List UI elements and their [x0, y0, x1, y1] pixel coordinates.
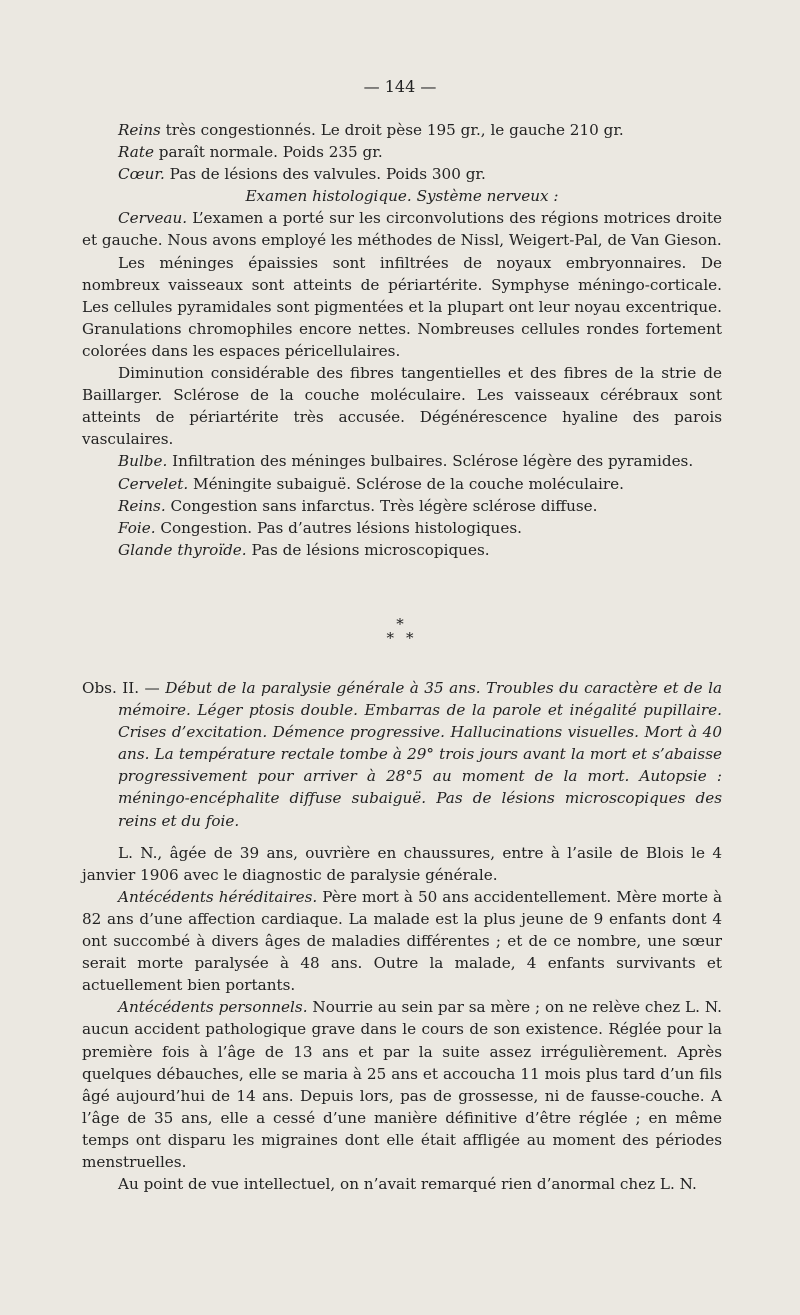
asterisk-top: *: [396, 615, 404, 633]
organ-label: Bulbe.: [118, 452, 168, 471]
personal-paragraph: [82, 996, 722, 1173]
observation-summary-text: Début de la paralysie générale à 35 ans. Troubles du caractère et de la mémoire. Léger ptosis double. Embarras de la parole et inégalité pupillaire. Crises d’excitation. Démence progressive. Hallucinations visuelles. Mort à 40 ans. La température rectale tombe à 29° trois jours avant la mort et s’abaisse progressivement pour arriver à 28°5 au moment de la mort. Autopsie : méningo-encéphalite diffuse subaiguë. Pas de lésions microscopiques des reins et du foie.: [118, 679, 722, 830]
observation-block: [82, 677, 722, 1195]
page-number: — 144 —: [363, 77, 437, 96]
finding-label: Cœur.: [118, 165, 165, 184]
finding-text: très congestionnés. Le droit pèse 195 gr., le gauche 210 gr.: [160, 121, 624, 139]
asterisk-right: *: [406, 629, 414, 647]
organ-label: Foie.: [118, 518, 156, 537]
hereditary-text: Père mort à 50 ans accidentellement. Mère morte à 82 ans d’une affection cardiaque. La malade est la plus jeune de 9 enfants dont 4 ont succombé à divers âges de maladies différentes ; et de ce nombre, une sœur serait morte paralysée à 48 ans. Outre la malade, 4 enfants survivants et actuellement bien portants.: [82, 887, 722, 995]
observation-number: Obs. II. —: [82, 679, 166, 697]
finding-label: Reins: [118, 121, 161, 139]
section-separator-asterism: [0, 617, 800, 645]
organ-label: Reins.: [118, 496, 166, 515]
observation-summary: [82, 677, 722, 832]
organ-label: Cervelet.: [118, 474, 189, 493]
finding-text: Pas de lésions des valvules. Poids 300 gr.: [164, 165, 486, 184]
asterisk-left: *: [386, 629, 394, 647]
organ-line: [82, 495, 722, 517]
organ-text: Congestion. Pas d’autres lésions histologiques.: [155, 518, 522, 537]
autopsy-findings: [82, 119, 722, 561]
fibres-paragraph: Diminution considérable des fibres tangentielles et des fibres de la strie de Baillarger. Sclérose de la couche moléculaire. Les vaisseaux cérébraux sont atteints de périartérite très accusée. Dégénérescence hyaline des parois vasculaires.: [82, 364, 722, 449]
hereditary-label: Antécédents héréditaires.: [118, 887, 318, 906]
finding-line: [82, 119, 722, 141]
organ-line: [82, 517, 722, 539]
personal-label: Antécédents personnels.: [118, 998, 308, 1017]
finding-line: [82, 141, 722, 163]
cerveau-paragraph: [82, 207, 722, 251]
organ-line: [82, 450, 722, 472]
cerveau-text: L’examen a porté sur les circonvolutions des régions motrices droite et gauche. Nous avons employé les méthodes de Nissl, Weigert-Pal, de Van Gieson.: [82, 209, 722, 250]
case-intro: L. N., âgée de 39 ans, ouvrière en chaussures, entre à l’asile de Blois le 4 janvier 1906 avec le diagnostic de paralysie générale.: [82, 843, 722, 884]
finding-line: [82, 163, 722, 185]
organ-text: Pas de lésions microscopiques.: [246, 540, 490, 559]
organ-line: [82, 539, 722, 561]
organ-text: Infiltration des méninges bulbaires. Sclérose légère des pyramides.: [167, 452, 694, 471]
intellectual-line: Au point de vue intellectuel, on n’avait remarqué rien d’anormal chez L. N.: [118, 1175, 697, 1194]
organ-text: Méningite subaiguë. Sclérose de la couche moléculaire.: [188, 474, 624, 493]
cerveau-label: Cerveau.: [118, 209, 188, 228]
histology-heading: Examen histologique. Système nerveux :: [245, 187, 559, 206]
personal-text: Nourrie au sein par sa mère ; on ne relève chez L. N. aucun accident pathologique grave dans le cours de son existence. Réglée pour la première fois à l’âge de 13 ans et par la suite assez irrégulièrement. Après quelques débauches, elle se maria à 25 ans et accoucha 11 mois plus tard d’un fils âgé aujourd’hui de 14 ans. Depuis lors, pas de grossesse, ni de fausse-couche. A l’âge de 35 ans, elle a cessé d’une manière définitive d’être réglée ; en même temps ont disparu les migraines dont elle était affligée au moment des périodes menstruelles.: [82, 998, 722, 1171]
meninges-paragraph: Les méninges épaissies sont infiltrées de noyaux embryonnaires. De nombreux vaisseaux sont atteints de périartérite. Symphyse méningo-corticale. Les cellules pyramidales sont pigmentées et la plupart ont leur noyau excentrique. Granulations chromophiles encore nettes. Nombreuses cellules rondes fortement colorées dans les espaces péricellulaires.: [82, 253, 722, 360]
hereditary-paragraph: [82, 886, 722, 996]
organ-text: Congestion sans infarctus. Très légère sclérose diffuse.: [165, 496, 598, 515]
organ-line: [82, 473, 722, 495]
finding-text: paraît normale. Poids 235 gr.: [153, 143, 383, 162]
organ-label: Glande thyroïde.: [118, 540, 247, 559]
finding-label: Rate: [118, 143, 154, 162]
